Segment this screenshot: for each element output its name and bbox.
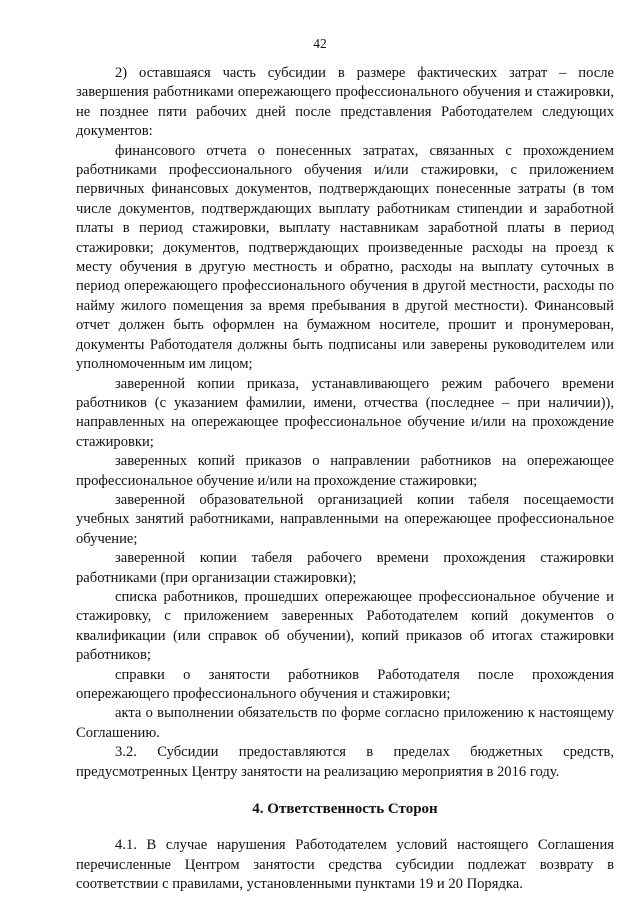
- paragraph-fulfillment-act: акта о выполнении обязательств по форме согласно приложению к настоящему Соглашению.: [76, 705, 614, 741]
- page-number: 42: [313, 36, 327, 51]
- paragraph-subsidy-remainder: 2) оставшаяся часть субсидии в размере фактических затрат – после завершения работниками опережающего профессионального обучения и стажировки, не позднее пяти рабочих дней после представления Работодателем следующих документов:: [76, 65, 614, 140]
- paragraph-attendance-sheet: заверенной образовательной организацией копии табеля посещаемости учебных занятий работниками, направленными на опережающее профессиональное обучение;: [76, 491, 614, 547]
- document-body: [76, 64, 614, 895]
- paragraph-direction-orders: заверенных копий приказов о направлении работников на опережающее профессиональное обучение и/или на прохождение стажировки;: [76, 453, 614, 489]
- paragraph-employee-list: списка работников, прошедших опережающее профессиональное обучение и стажировку, с приложением заверенных Работодателем копий документов о квалификации (или справок об обучении), копий приказов об итогах стажировки работников;: [76, 588, 614, 664]
- paragraph-clause-3-2: 3.2. Субсидии предоставляются в пределах бюджетных средств, предусмотренных Центру занятости на реализацию мероприятия в 2016 году.: [76, 744, 614, 780]
- paragraph-clause-4-1: 4.1. В случае нарушения Работодателем условий настоящего Соглашения перечисленные Центром занятости средства субсидии подлежат возврату в соответствии с правилами, установленными пунктами 19 и 20 Порядка.: [76, 837, 614, 893]
- paragraph-internship-timesheet: заверенной копии табеля рабочего времени прохождения стажировки работниками (при организации стажировки);: [76, 550, 614, 586]
- paragraph-work-schedule-order: заверенной копии приказа, устанавливающего режим рабочего времени работников (с указанием фамилии, имени, отчества (последнее – при наличии)), направленных на опережающее профессиональное обучение и/или на прохождение стажировки;: [76, 375, 614, 450]
- paragraph-financial-report: финансового отчета о понесенных затратах, связанных с прохождением работниками профессионального обучения и/или стажировки, с приложением первичных финансовых документов, подтверждающих понесенные затраты (в том числе документов, подтверждающих выплату работникам стипендии и заработной платы в период стажировки, выплату наставникам заработной платы в период стажировки; документов, подтверждающих произведенные расходы на проезд к месту обучения в другую местность и обратно, расходы на выплату суточных в период опережающего профессионального обучения в другой местности, расходы по найму жилого помещения за время пребывания в другой местности). Финансовый отчет должен быть оформлен на бумажном носителе, прошит и пронумерован, документы Работодателя должны быть подписаны или заверены руководителем или уполномоченным им лицом;: [76, 142, 614, 373]
- section-heading: 4. Ответственность Сторон: [252, 801, 438, 818]
- paragraph-employment-certificate: справки о занятости работников Работодателя после прохождения опережающего профессионального обучения и стажировки;: [76, 666, 614, 702]
